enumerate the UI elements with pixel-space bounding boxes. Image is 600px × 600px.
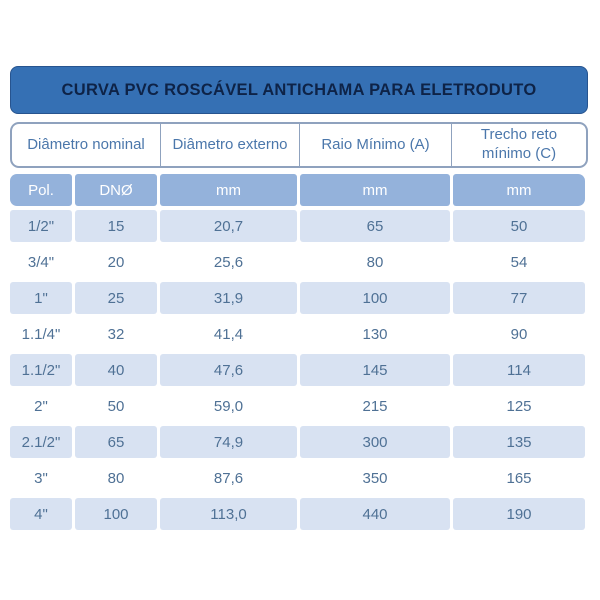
cell-raio-minimo: 215 — [300, 390, 450, 422]
cell-raio-minimo: 300 — [300, 426, 450, 458]
cell-dn: 32 — [75, 318, 157, 350]
cell-dn: 15 — [75, 210, 157, 242]
table-row — [10, 462, 585, 494]
table-title: CURVA PVC ROSCÁVEL ANTICHAMA PARA ELETRODUTO — [10, 66, 588, 114]
cell-dn: 65 — [75, 426, 157, 458]
table-row — [10, 390, 585, 422]
cell-dn: 20 — [75, 246, 157, 278]
cell-pol: 3" — [10, 462, 72, 494]
cell-diametro-externo: 87,6 — [160, 462, 297, 494]
table-row — [10, 246, 585, 278]
cell-pol: 4" — [10, 498, 72, 530]
cell-trecho-reto: 90 — [453, 318, 585, 350]
cell-trecho-reto: 50 — [453, 210, 585, 242]
cell-dn: 50 — [75, 390, 157, 422]
cell-raio-minimo: 350 — [300, 462, 450, 494]
cell-trecho-reto: 114 — [453, 354, 585, 386]
cell-diametro-externo: 20,7 — [160, 210, 297, 242]
cell-diametro-externo: 31,9 — [160, 282, 297, 314]
column-header-diametro-externo: Diâmetro externo — [160, 124, 299, 166]
cell-pol: 1.1/2" — [10, 354, 72, 386]
cell-trecho-reto: 54 — [453, 246, 585, 278]
unit-row — [10, 174, 585, 206]
cell-trecho-reto: 135 — [453, 426, 585, 458]
table-row — [10, 318, 585, 350]
unit-cell-pol: Pol. — [10, 174, 72, 206]
unit-cell-mm-raio: mm — [300, 174, 450, 206]
cell-diametro-externo: 74,9 — [160, 426, 297, 458]
cell-dn: 100 — [75, 498, 157, 530]
cell-dn: 80 — [75, 462, 157, 494]
cell-pol: 1" — [10, 282, 72, 314]
cell-pol: 2.1/2" — [10, 426, 72, 458]
spec-table — [7, 170, 588, 534]
column-header-trecho-reto: Trecho reto mínimo (C) — [451, 124, 586, 166]
cell-dn: 40 — [75, 354, 157, 386]
table-row — [10, 426, 585, 458]
cell-raio-minimo: 130 — [300, 318, 450, 350]
cell-diametro-externo: 47,6 — [160, 354, 297, 386]
cell-raio-minimo: 440 — [300, 498, 450, 530]
cell-raio-minimo: 145 — [300, 354, 450, 386]
table-row — [10, 282, 585, 314]
cell-raio-minimo: 80 — [300, 246, 450, 278]
cell-pol: 3/4" — [10, 246, 72, 278]
table-header-row — [10, 122, 588, 168]
table-row — [10, 210, 585, 242]
cell-trecho-reto: 165 — [453, 462, 585, 494]
cell-diametro-externo: 41,4 — [160, 318, 297, 350]
cell-diametro-externo: 25,6 — [160, 246, 297, 278]
cell-raio-minimo: 100 — [300, 282, 450, 314]
cell-dn: 25 — [75, 282, 157, 314]
cell-raio-minimo: 65 — [300, 210, 450, 242]
cell-trecho-reto: 125 — [453, 390, 585, 422]
unit-cell-dn: DNØ — [75, 174, 157, 206]
cell-trecho-reto: 77 — [453, 282, 585, 314]
unit-cell-mm-externo: mm — [160, 174, 297, 206]
column-header-diametro-nominal: Diâmetro nominal — [27, 135, 145, 153]
cell-pol: 1.1/4" — [10, 318, 72, 350]
table-row — [10, 498, 585, 530]
cell-trecho-reto: 190 — [453, 498, 585, 530]
cell-diametro-externo: 59,0 — [160, 390, 297, 422]
cell-pol: 1/2" — [10, 210, 72, 242]
table-row — [10, 354, 585, 386]
column-header-raio-minimo: Raio Mínimo (A) — [299, 124, 451, 166]
cell-diametro-externo: 113,0 — [160, 498, 297, 530]
unit-cell-mm-trecho: mm — [453, 174, 585, 206]
cell-pol: 2" — [10, 390, 72, 422]
